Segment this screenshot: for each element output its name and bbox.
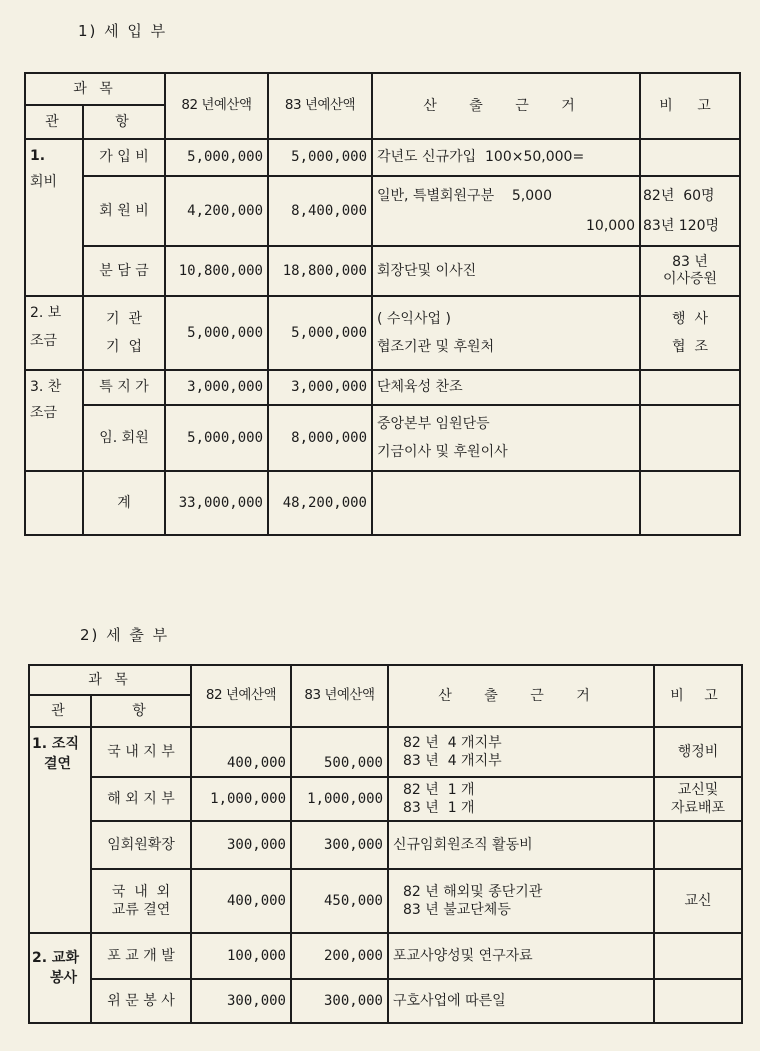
note-cell: [640, 471, 740, 535]
basis-cell: [388, 933, 654, 979]
total-row: [25, 471, 740, 535]
item-label: 국 내 외: [111, 883, 171, 900]
group-cell-sponsorship: [25, 370, 83, 471]
group-number: 1.: [30, 148, 46, 164]
expense-section-title: 2) 세 출 부: [80, 626, 170, 644]
group-cell-organization: [29, 727, 91, 933]
budget-83: 5,000,000: [268, 139, 372, 176]
basis-cell: [372, 296, 640, 370]
budget-83: 5,000,000: [268, 296, 372, 370]
group-name: 결연: [44, 756, 72, 773]
budget-82: 5,000,000: [165, 139, 268, 176]
header-note: 비 고: [640, 73, 740, 139]
table-row: [25, 139, 740, 176]
header-82-budget: 82 년예산액: [165, 73, 268, 139]
item-label: 회 원 비: [83, 176, 165, 246]
basis-line: 82 년 1 개: [403, 781, 475, 798]
header-hang: 항: [83, 105, 165, 139]
table-row: [25, 296, 740, 370]
basis-line: 일반, 특별회원구분 5,000: [377, 187, 552, 204]
item-label: 포 교 개 발: [91, 933, 191, 979]
group-name: 회비: [30, 174, 58, 191]
group-number: 1. 조직: [32, 736, 79, 752]
budget-82: 3,000,000: [165, 370, 268, 405]
income-section-title: 1) 세 입 부: [78, 22, 168, 40]
expense-table: [28, 664, 743, 1024]
budget-83: 1,000,000: [291, 777, 388, 821]
total-83: 48,200,000: [268, 471, 372, 535]
header-note: 비 고: [654, 665, 742, 727]
basis-cell: [388, 821, 654, 869]
basis-cell: [388, 777, 654, 821]
budget-82: 10,800,000: [165, 246, 268, 296]
basis-line: 중앙본부 임원단등: [377, 415, 490, 432]
total-label: 계: [83, 471, 165, 535]
note-cell: [640, 370, 740, 405]
basis-line: 기금이사 및 후원이사: [377, 444, 508, 460]
income-table: [24, 72, 741, 536]
budget-82: 100,000: [191, 933, 291, 979]
note-cell: [654, 727, 742, 777]
note-line: 협 조: [672, 339, 708, 355]
budget-83: 8,000,000: [268, 405, 372, 471]
note-cell: [640, 296, 740, 370]
table-row: [29, 777, 742, 821]
budget-83: 300,000: [291, 821, 388, 869]
item-label: 가 입 비: [83, 139, 165, 176]
budget-82: 400,000: [191, 727, 291, 777]
basis-line: 83 년 불교단체등: [403, 902, 511, 918]
item-label: 특 지 가: [83, 370, 165, 405]
group-name: 조금: [30, 405, 58, 422]
note-line: 83 년: [672, 253, 708, 270]
basis-cell: [372, 246, 640, 296]
note-line: 행 사: [672, 310, 708, 327]
budget-82: 400,000: [191, 869, 291, 933]
budget-83: 450,000: [291, 869, 388, 933]
budget-82: 4,200,000: [165, 176, 268, 246]
budget-83: 3,000,000: [268, 370, 372, 405]
budget-82: 300,000: [191, 979, 291, 1023]
note-cell: [640, 405, 740, 471]
note-line: 83년 120명: [643, 218, 720, 234]
budget-83: 500,000: [291, 727, 388, 777]
table-row: [25, 405, 740, 471]
budget-82: 5,000,000: [165, 296, 268, 370]
item-label: 기 업: [106, 339, 142, 355]
basis-cell: [388, 727, 654, 777]
total-blank-cell: [25, 471, 83, 535]
item-label: 기 관: [106, 310, 142, 327]
table-row: [25, 246, 740, 296]
note-cell: [654, 933, 742, 979]
header-basis: 산 출 근 거: [388, 665, 654, 727]
note-cell: [654, 979, 742, 1023]
item-cell: [91, 869, 191, 933]
header-gwan: 관: [29, 695, 91, 727]
header-gwan: 관: [25, 105, 83, 139]
basis-cell: [372, 139, 640, 176]
table-row: [29, 727, 742, 777]
basis-cell: [388, 869, 654, 933]
item-label: 임. 회원: [83, 405, 165, 471]
item-label: 임회원확장: [91, 821, 191, 869]
basis-line: 83 년 1 개: [403, 800, 475, 816]
note-line: 자료배포: [670, 800, 726, 816]
basis-cell: [372, 471, 640, 535]
group-number: 2. 교화: [32, 950, 79, 966]
note-cell: [654, 869, 742, 933]
group-name: 봉사: [50, 970, 78, 987]
note-line: 교신및: [677, 781, 719, 798]
note-cell: [640, 176, 740, 246]
header-basis: 산 출 근 거: [372, 73, 640, 139]
item-label: 분 담 금: [83, 246, 165, 296]
total-82: 33,000,000: [165, 471, 268, 535]
header-83-budget: 83 년예산액: [291, 665, 388, 727]
budget-82: 1,000,000: [191, 777, 291, 821]
header-83-budget: 83 년예산액: [268, 73, 372, 139]
basis-cell: [372, 370, 640, 405]
basis-line: 10,000: [586, 218, 635, 234]
note-cell: [640, 139, 740, 176]
table-row: [29, 933, 742, 979]
header-82-budget: 82 년예산액: [191, 665, 291, 727]
basis-cell: [388, 979, 654, 1023]
basis-line: 각년도 신규가입 100×50,000=: [377, 149, 585, 166]
group-cell-membership: [25, 139, 83, 296]
header-gwamok: 과 목: [29, 665, 191, 695]
basis-line: 구호사업에 따른일: [393, 992, 506, 1009]
note-line: 82년 60명: [643, 187, 715, 204]
budget-83: 18,800,000: [268, 246, 372, 296]
basis-line: ( 수익사업 ): [377, 310, 451, 327]
note-line: 행정비: [677, 743, 719, 760]
table-row: [29, 821, 742, 869]
basis-line: 82 년 4 개지부: [403, 734, 502, 751]
note-cell: [654, 777, 742, 821]
budget-82: 5,000,000: [165, 405, 268, 471]
table-row: [25, 370, 740, 405]
basis-line: 포교사양성및 연구자료: [393, 947, 533, 964]
header-gwamok: 과 목: [25, 73, 165, 105]
basis-line: 신규임회원조직 활동비: [393, 836, 533, 853]
basis-cell: [372, 176, 640, 246]
group-cell-subsidy: [25, 296, 83, 370]
basis-line: 82 년 해외및 종단기관: [403, 883, 543, 900]
table-row: [29, 869, 742, 933]
group-number: 3. 찬: [30, 379, 62, 395]
basis-cell: [372, 405, 640, 471]
item-cell: [83, 296, 165, 370]
budget-83: 200,000: [291, 933, 388, 979]
header-hang: 항: [91, 695, 191, 727]
item-label: 국 내 지 부: [91, 727, 191, 777]
item-label: 교류 결연: [111, 902, 171, 918]
note-line: 이사증원: [662, 271, 718, 287]
budget-83: 8,400,000: [268, 176, 372, 246]
group-cell-missionary: [29, 933, 91, 1023]
basis-line: 협조기관 및 후원처: [377, 339, 495, 355]
group-number: 2. 보: [30, 305, 62, 321]
note-cell: [640, 246, 740, 296]
budget-82: 300,000: [191, 821, 291, 869]
budget-83: 300,000: [291, 979, 388, 1023]
basis-line: 단체육성 찬조: [377, 379, 463, 396]
note-cell: [654, 821, 742, 869]
note-line: 교신: [684, 892, 712, 909]
basis-line: 회장단및 이사진: [377, 262, 477, 279]
item-label: 위 문 봉 사: [91, 979, 191, 1023]
table-row: [25, 176, 740, 246]
table-row: [29, 979, 742, 1023]
item-label: 해 외 지 부: [91, 777, 191, 821]
group-name: 조금: [30, 333, 58, 350]
basis-line: 83 년 4 개지부: [403, 753, 502, 769]
